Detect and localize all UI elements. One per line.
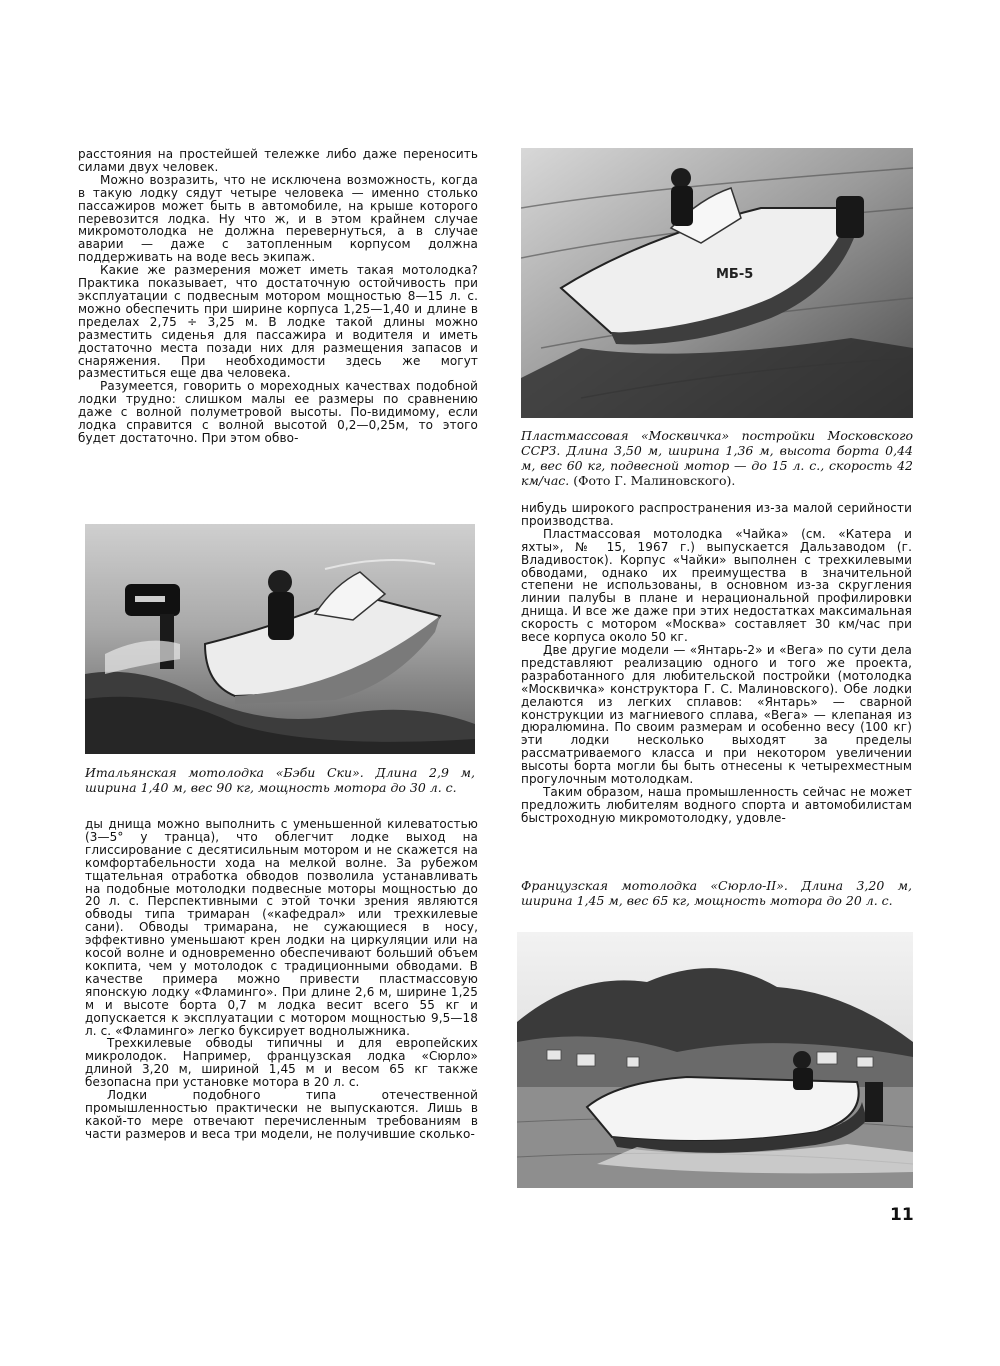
right-text-block [521, 502, 912, 825]
paragraph: Какие же размерения может иметь такая мотолодка? Практика показывает, что достаточную остойчивость при эксплуатации с подвесным мотором мощностью 8—15 л. с. можно обеспечить при ширине корпуса 1,25—1,40 и длине в пределах 2,75 ÷ 3,25 м. В лодке такой длины можно разместить сиденья для пассажира и водителя и иметь достаточно места позади них для размещения запасов и снаряжения. При необходимости здесь же могут разместиться еще два человека. [78, 263, 478, 381]
paragraph: Таким образом, наша промышленность сейчас не может предложить любителям водного спорта и автомобилистам быстроходную микромотолодку, удовле- [521, 784, 912, 825]
paragraph: Лодки подобного типа отечественной промышленностью практически не выпускаются. Лишь в какой-то мере отвечают перечисленным требованиям в части размеров и веса три модели, не получившие сколько- [85, 1088, 478, 1141]
caption-moskvichka-text: Пластмассовая «Москвичка» постройки Московского ССРЗ. Длина 3,50 м, ширина 1,36 м, высота борта 0,44 м, вес 60 кг, подвесной мотор — до 15 л. с., скорость 42 км/час. [521, 428, 913, 488]
photo-surlo [517, 932, 913, 1188]
page-number: 11 [890, 1205, 914, 1225]
caption-moskvichka [521, 428, 913, 488]
photo-moskvichka [521, 148, 913, 418]
paragraph: нибудь широкого распространения из-за малой серийности производства. [521, 501, 912, 528]
caption-moskvichka-credit: (Фото Г. Малиновского). [573, 473, 736, 488]
left-text-block-bottom [85, 818, 478, 1141]
caption-surlo: Французская мотолодка «Сюрло-II». Длина 3,20 м, ширина 1,45 м, вес 65 кг, мощность мотора до 20 л. с. [521, 878, 912, 908]
paragraph: Разумеется, говорить о мореходных качествах подобной лодки трудно: слишком малы ее размеры по сравнению даже с волной полуметровой высоты. По-видимому, если лодка справится с волной высотой 0,2—0,25м, то этого будет достаточно. При этом обво- [78, 379, 478, 445]
paragraph: Трехкилевые обводы типичны и для европейских микролодок. Например, французская лодка «Сюрло» длиной 3,20 м, шириной 1,45 м и весом 65 кг также безопасна при установке мотора в 20 л. с. [85, 1036, 478, 1090]
caption-baby-ski: Итальянская мотолодка «Бэби Ски». Длина 2,9 м, ширина 1,40 м, вес 90 кг, мощность мотора до 30 л. с. [85, 765, 475, 795]
left-text-block-top [78, 148, 478, 445]
hull-marking: МБ-5 [716, 267, 754, 282]
paragraph: Можно возразить, что не исключена возможность, когда в такую лодку сядут четыре человека — именно столько пассажиров может быть в автомобиле, на крыше которого перевозится лодка. Ну что ж, и в этом крайнем случае микромотолодка не должна перевернуться, а в случае аварии — даже с затопленным корпусом должна поддерживать на воде весь экипаж. [78, 172, 478, 265]
paragraph: Две другие модели — «Янтарь-2» и «Вега» по сути дела представляют реализацию одного и того же проекта, разработанного для любительской постройки (мотолодка «Москвичка» конструктора Г. С. Малиновского). Обе лодки делаются из легких сплавов: «Янтарь» — сварной конструкции из магниевого сплава, «Вега» — клепаная из дюралюмина. По своим размерам и особенно весу (100 кг) эти лодки несколько выходят за пределы рассматриваемого класса и при некотором увеличении высоты борта могли бы быть отнесены к четырехместным прогулочным мотолодкам. [521, 642, 912, 787]
paragraph: ды днища можно выполнить с уменьшенной килеватостью (3—5° у транца), что облегчит лодке выход на глиссирование с десятисильным мотором и не скажется на комфортабельности хода на мелкой волне. За рубежом тщательная отработка обводов позволила устанавливать на подобные мотолодки подвесные моторы мощностью до 20 л. с. Перспективными с этой точки зрения являются обводы типа тримаран («кафедрал» или трехкилевые сани). Обводы тримарана, не сужающиеся в носу, эффективно уменьшают крен лодки на циркуляции или на косой волне и одновременно обеспечивают больший объем кокпита, чем у мотолодок с традиционными обводами. В качестве примера можно привести пластмассовую японскую лодку «Фламинго». При длине 2,6 м, ширине 1,25 м и высоте борта 0,7 м лодка весит всего 55 кг и допускается к эксплуатации с мотором мощностью 9,5—18 л. с. «Фламинго» легко буксирует воднолыжника. [85, 817, 478, 1038]
paragraph: Пластмассовая мотолодка «Чайка» (см. «Катера и яхты», № 15, 1967 г.) выпускается Дальзаводом (г. Владивосток). Корпус «Чайки» выполнен с трехкилевыми обводами, однако их преимущества в значительной степени не использованы, в основном из-за скругления линии палубы в плане и нерациональной профилировки днища. И все же даже при этих недостатках максимальная скорость с мотором «Москва» составляет 30 км/час при весе корпуса около 50 кг. [521, 526, 912, 645]
photo-baby-ski [85, 524, 475, 754]
paragraph: расстояния на простейшей тележке либо даже переносить силами двух человек. [78, 147, 478, 174]
